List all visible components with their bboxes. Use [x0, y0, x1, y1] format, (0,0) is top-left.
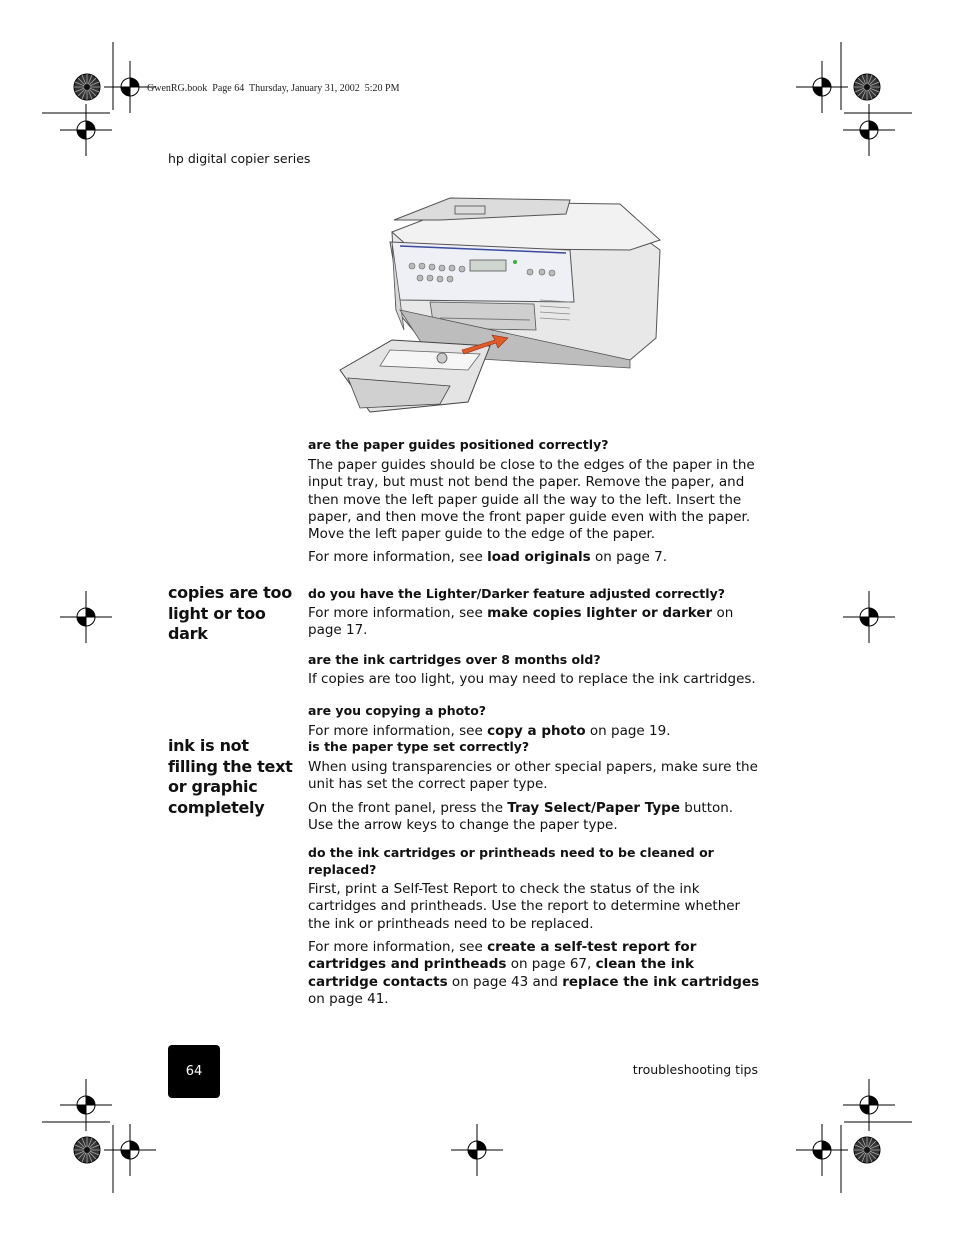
running-head: hp digital copier series: [168, 151, 311, 166]
front-panel-instruction: [308, 800, 760, 835]
light-dark-section: [308, 585, 758, 740]
more-info-mid-2: on page 43 and: [447, 973, 563, 990]
more-info-prefix: For more information, see: [308, 722, 488, 739]
more-info-suffix: on page 17.: [308, 605, 734, 639]
footer-section-name: troubleshooting tips: [632, 1062, 758, 1077]
page-number: 64: [168, 1045, 220, 1098]
clean-contacts-link[interactable]: clean the ink cartridge contacts: [308, 956, 694, 990]
paper-type-body: When using transparencies or other special papers, make sure the unit has set the correct paper type.: [308, 759, 758, 793]
lighter-darker-more: [308, 605, 758, 640]
lighter-darker-heading: do you have the Lighter/Darker feature adjusted correctly?: [308, 586, 725, 601]
paper-guides-heading: are the paper guides positioned correctly?: [308, 437, 609, 452]
side-heading-light-dark: copies are too light or too dark: [168, 583, 292, 643]
paper-guides-section: [308, 436, 758, 567]
paper-guides-more: [308, 549, 758, 566]
replace-cartridges-link[interactable]: replace the ink cartridges: [562, 973, 760, 990]
front-panel-prefix: On the front panel, press the: [308, 799, 508, 816]
print-slug: GwenRG.book Page 64 Thursday, January 31, 2002 5:20 PM: [147, 83, 400, 94]
side-heading-ink-filling: ink is not filling the text or graphic completely: [168, 736, 293, 817]
clean-replace-body: First, print a Self-Test Report to check the status of the ink cartridges and printheads. Use the report to determine whether the ink or printheads need to be replaced.: [308, 881, 741, 932]
self-test-report-link[interactable]: create a self-test report for cartridges and printheads: [308, 939, 697, 973]
copying-photo-heading: are you copying a photo?: [308, 702, 487, 718]
copy-a-photo-link[interactable]: copy a photo: [487, 722, 586, 739]
more-info-prefix: For more information, see: [308, 939, 488, 956]
printer-illustration: [330, 190, 662, 422]
clean-replace-heading: do the ink cartridges or printheads need to be cleaned or replaced?: [308, 845, 714, 878]
more-info-prefix: For more information, see: [308, 549, 488, 566]
paper-type-heading: is the paper type set correctly?: [308, 739, 530, 754]
tray-select-paper-type-button-label: Tray Select/Paper Type: [507, 799, 680, 816]
more-info-prefix: For more information, see: [308, 605, 488, 621]
cartridge-age-heading: are the ink cartridges over 8 months old?: [308, 651, 601, 667]
more-info-suffix: on page 41.: [308, 990, 389, 1007]
paper-guides-body: The paper guides should be close to the edges of the paper in the input tray, but must not bend the paper. Remove the paper, and then move the left paper guide all the way to the left. Insert the paper, and then move the front paper guide even with the paper. Move the left paper guide to the edge of the paper.: [308, 457, 755, 543]
clean-replace-more: [308, 939, 760, 1008]
make-copies-lighter-darker-link[interactable]: make copies lighter or darker: [487, 605, 713, 621]
ink-filling-section: [308, 738, 760, 1008]
more-info-mid-1: on page 67,: [506, 956, 596, 973]
front-panel-suffix: button. Use the arrow keys to change the paper type.: [308, 799, 734, 833]
load-originals-link[interactable]: load originals: [487, 549, 591, 566]
cartridge-age-body: If copies are too light, you may need to replace the ink cartridges.: [308, 670, 756, 687]
more-info-suffix: on page 7.: [590, 549, 668, 566]
more-info-suffix: on page 19.: [585, 722, 671, 739]
